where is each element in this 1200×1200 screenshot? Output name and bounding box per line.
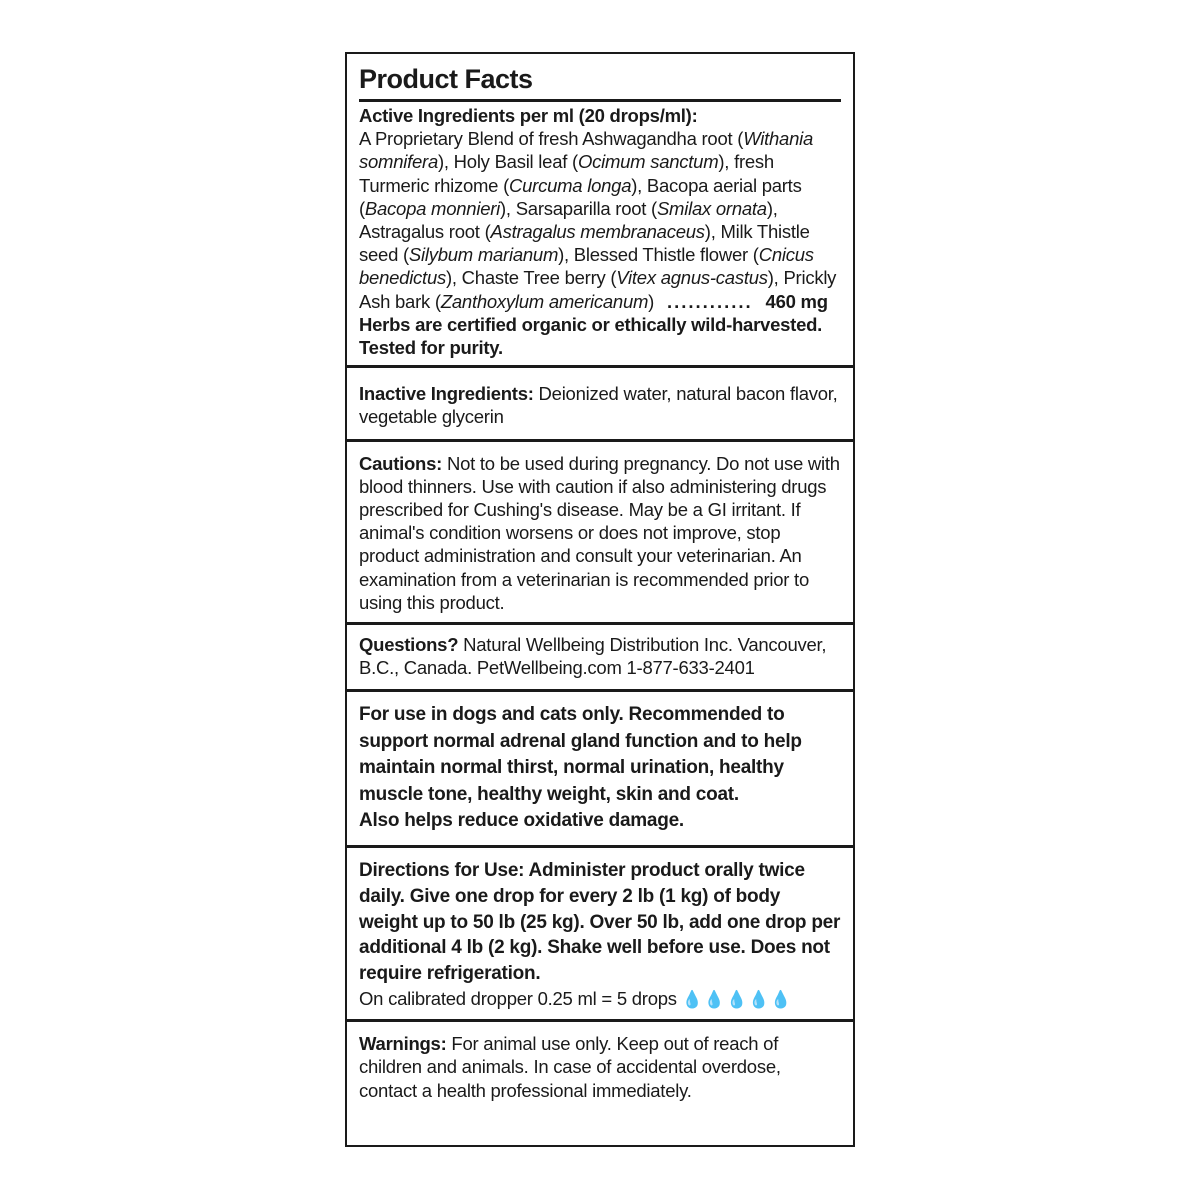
cautions-text: Not to be used during pregnancy. Do not use with blood thinners. Use with caution if also administering drugs prescribed for Cushing's disease. May be a GI irritant. If animal's condition worsens or does not improve, stop product administration and consult your veterinarian. An examination from a veterinarian is recommended prior to using this product. (359, 452, 840, 613)
latin-name: Withania somnifera (359, 128, 814, 173)
dropper-text: On calibrated dropper 0.25 ml = 5 drops (359, 987, 677, 1009)
active-ingredients-section (359, 102, 841, 365)
questions-text: Natural Wellbeing Distribution Inc. Vancouver, B.C., Canada. PetWellbeing.com 1-877-633-2401 (359, 634, 827, 679)
use-text: For use in dogs and cats only. Recommended to support normal adrenal gland function and to help maintain normal thirst, normal urination, healthy muscle tone, healthy weight, skin and coat. (359, 704, 802, 805)
ingredient-text: ), Astragalus root ( (359, 197, 778, 243)
latin-name: Vitex agnus-castus (616, 267, 768, 289)
latin-name: Ocimum sanctum (577, 151, 719, 173)
ingredient-text: ) (648, 290, 655, 312)
page-title: Product Facts (359, 62, 841, 102)
latin-name: Astragalus membranaceus (490, 221, 705, 243)
use-section (359, 692, 841, 845)
ingredient-text: ), Bacopa aerial parts ( (359, 174, 802, 219)
product-facts-content (359, 62, 841, 1102)
inactive-ingredients-section (359, 368, 841, 438)
use-text-2: Also helps reduce oxidative damage. (359, 810, 684, 832)
latin-name: Zanthoxylum americanum (440, 290, 649, 312)
warnings-text: For animal use only. Keep out of reach of children and animals. In case of accidental overdose, contact a health professional immediately. (359, 1033, 781, 1101)
questions-label: Questions? (359, 634, 459, 656)
dot-leader: ............ (666, 290, 753, 312)
inactive-ingredients-text: Deionized water, natural bacon flavor, vegetable glycerin (359, 383, 838, 428)
latin-name: Curcuma longa (509, 174, 632, 196)
herbs-note: Herbs are certified organic or ethically wild-harvested. Tested for purity. (359, 313, 823, 359)
ingredient-text: ), fresh Turmeric rhizome ( (359, 151, 774, 196)
ingredient-text: ), Sarsaparilla root ( (500, 197, 657, 219)
cautions-label: Cautions: (359, 452, 443, 474)
latin-name: Cnicus benedictus (359, 244, 814, 289)
amount-value: 460 mg (765, 290, 828, 312)
active-ingredients-heading: Active Ingredients per ml (20 drops/ml): (359, 105, 698, 126)
active-ingredients-list (359, 127, 841, 313)
ingredient-text: ), Prickly Ash bark ( (359, 267, 837, 312)
questions-section (359, 625, 841, 689)
directions-section (359, 848, 841, 1019)
dropper-line (359, 987, 841, 1011)
ingredient-text: ), Chaste Tree berry ( (445, 267, 617, 289)
directions-text: Directions for Use: Administer product orally twice daily. Give one drop for every 2 lb (1 kg) of body weight up to 50 lb (25 kg). Over 50 lb, add one drop per additional 4 lb (2 kg). Shake well before use. Does not require refrigeration. (359, 859, 841, 985)
ingredient-text: ), Milk Thistle seed ( (359, 221, 810, 266)
latin-name: Smilax ornata (656, 197, 767, 219)
warnings-label: Warnings: (359, 1033, 447, 1055)
warnings-section (359, 1022, 841, 1102)
product-facts-panel (345, 52, 855, 1147)
inactive-ingredients-label: Inactive Ingredients: (359, 383, 534, 405)
latin-name: Bacopa monnieri (364, 197, 501, 219)
ingredient-text: ), Blessed Thistle flower ( (558, 244, 759, 266)
cautions-section (359, 442, 841, 622)
latin-name: Silybum marianum (408, 244, 559, 266)
ingredient-text: ), Holy Basil leaf ( (437, 151, 578, 173)
water-drop-icon: 💧💧💧💧💧 (681, 989, 793, 1009)
ingredient-text: A Proprietary Blend of fresh Ashwagandha root ( (359, 128, 744, 150)
